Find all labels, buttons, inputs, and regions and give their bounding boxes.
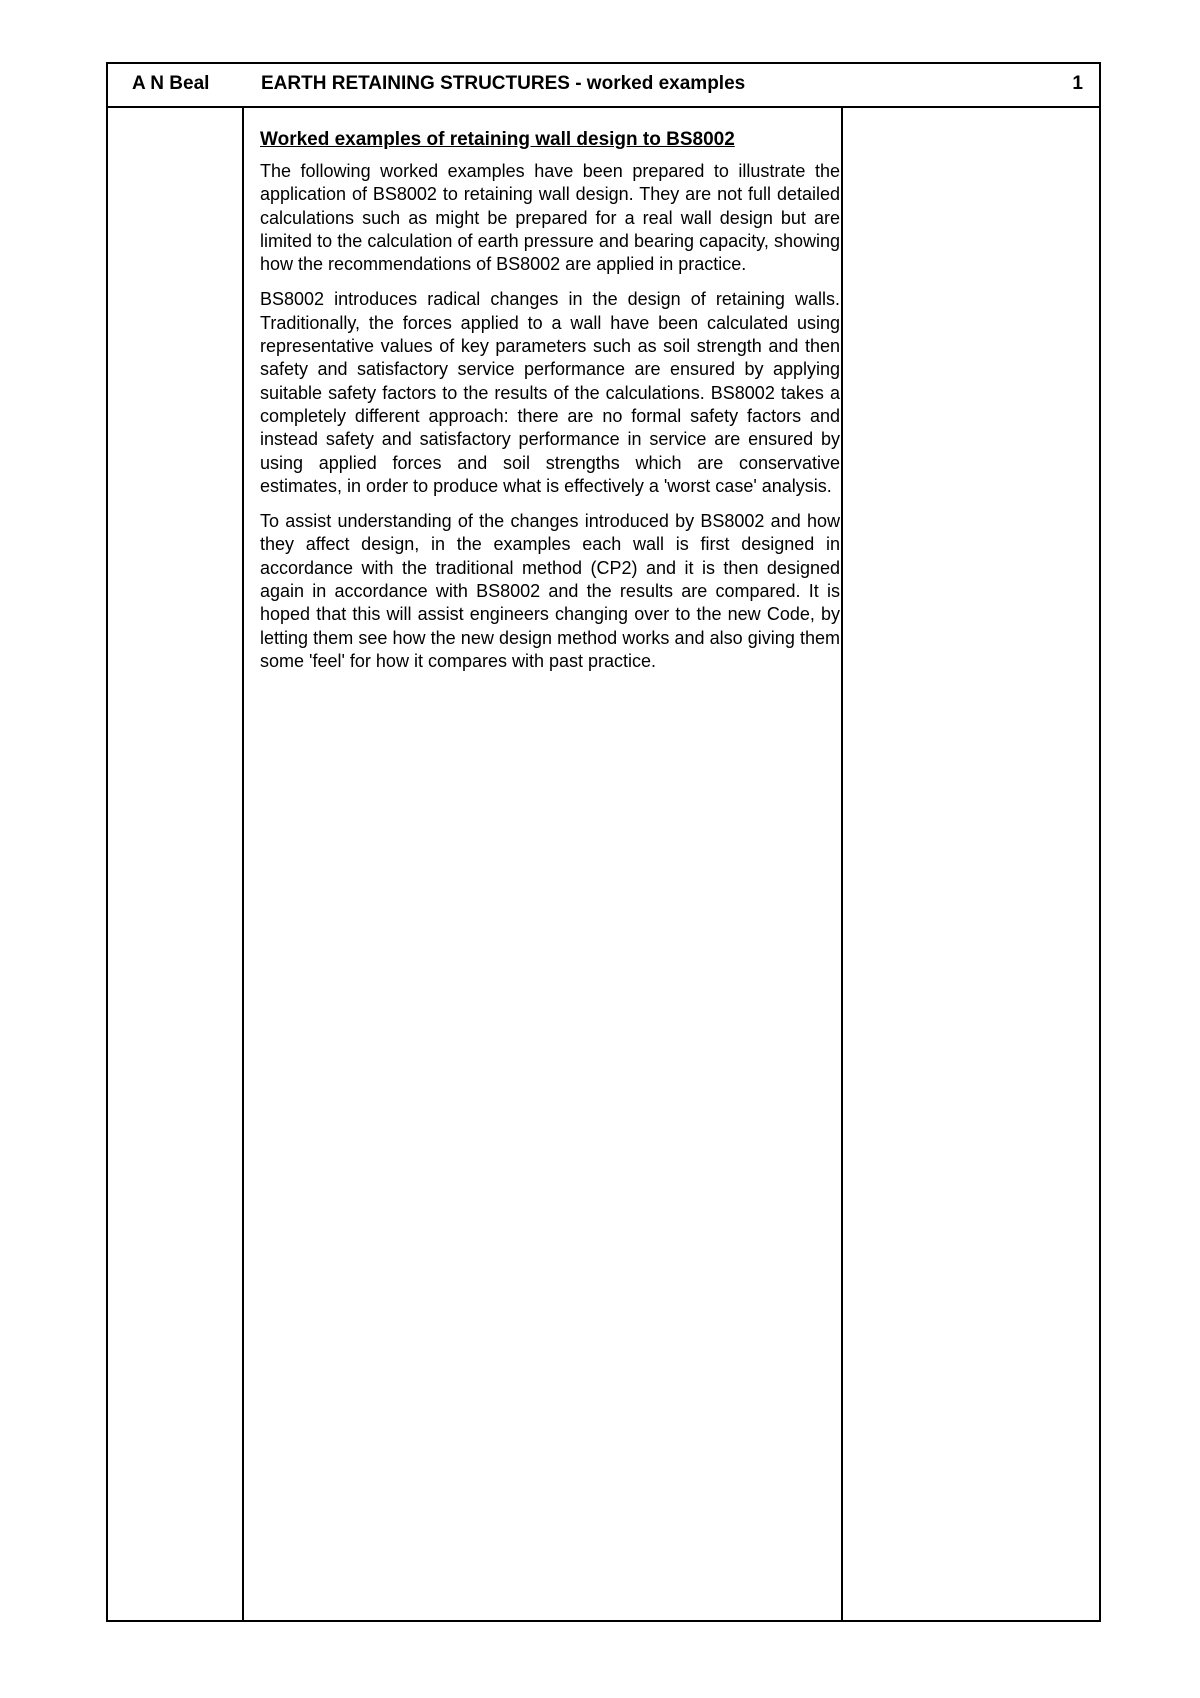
header-title: EARTH RETAINING STRUCTURES - worked examples <box>261 73 746 94</box>
header-page-number: 1 <box>1072 73 1083 94</box>
right-margin-column <box>843 108 1099 1620</box>
main-content-column <box>260 128 840 685</box>
page-header <box>108 64 1099 108</box>
section-heading: Worked examples of retaining wall design to BS8002 <box>260 129 735 150</box>
paragraph: To assist understanding of the changes introduced by BS8002 and how they affect design, in the examples each wall is first designed in accordance with the traditional method (CP2) and it is then designed again in accordance with BS8002 and the results are compared. It is hoped that this will assist engineers changing over to the new Code, by letting them see how the new design method works and also giving them some 'feel' for how it compares with past practice. <box>260 511 840 671</box>
paragraph: The following worked examples have been prepared to illustrate the application of BS8002 to retaining wall design. They are not full detailed calculations such as might be prepared for a real wall design but are limited to the calculation of earth pressure and bearing capacity, showing how the recommendations of BS8002 are applied in practice. <box>260 161 840 275</box>
calculation-sheet <box>106 62 1101 1622</box>
left-margin-column <box>108 108 242 1620</box>
header-author: A N Beal <box>132 73 210 94</box>
paragraph: BS8002 introduces radical changes in the design of retaining walls. Traditionally, the forces applied to a wall have been calculated using representative values of key parameters such as soil strength and then safety and satisfactory service performance are ensured by applying suitable safety factors to the results of the calculations. BS8002 takes a completely different approach: there are no formal safety factors and instead safety and satisfactory performance in service are ensured by using applied forces and soil strengths which are conservative estimates, in order to produce what is effectively a 'worst case' analysis. <box>260 289 840 496</box>
left-column-divider <box>242 106 244 1620</box>
